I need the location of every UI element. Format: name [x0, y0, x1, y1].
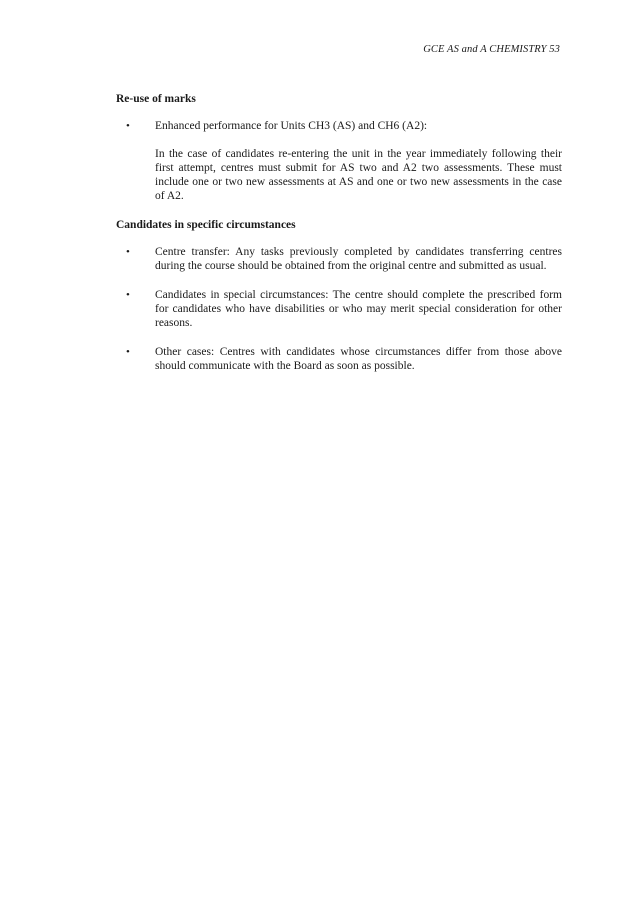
list-item-text: Other cases: Centres with candidates whose circumstances differ from those above should communicate with the Board as soon as possible.: [155, 345, 562, 372]
section-reuse-of-marks: [116, 92, 562, 204]
list-item: [116, 245, 562, 274]
bullet-icon: •: [126, 345, 130, 358]
running-header: GCE AS and A CHEMISTRY 53: [423, 44, 560, 55]
section-heading: Candidates in specific circumstances: [116, 218, 296, 231]
bullet-icon: •: [126, 288, 130, 301]
list-item-subtext: In the case of candidates re-entering the unit in the year immediately following their first attempt, centres must submit for AS two and A2 two assessments. These must include one or two new assessments at AS and one or two new assessments in the case of A2.: [155, 147, 562, 203]
page-content: [116, 92, 562, 387]
bullet-icon: •: [126, 246, 130, 259]
list-item-text: Candidates in special circumstances: The centre should complete the prescribed form for candidates who have disabilities or who may merit special consideration for other reasons.: [155, 288, 562, 330]
list-item: [116, 288, 562, 331]
list-item-text: Centre transfer: Any tasks previously completed by candidates transferring centres during the course should be obtained from the original centre and submitted as usual.: [155, 246, 562, 273]
list-item: [116, 119, 562, 203]
list-item: [116, 345, 562, 374]
section-heading: Re-use of marks: [116, 93, 196, 105]
list-item-text: Enhanced performance for Units CH3 (AS) and CH6 (A2):: [155, 120, 428, 133]
section-specific-circumstances: [116, 218, 562, 373]
bullet-icon: •: [126, 120, 130, 133]
